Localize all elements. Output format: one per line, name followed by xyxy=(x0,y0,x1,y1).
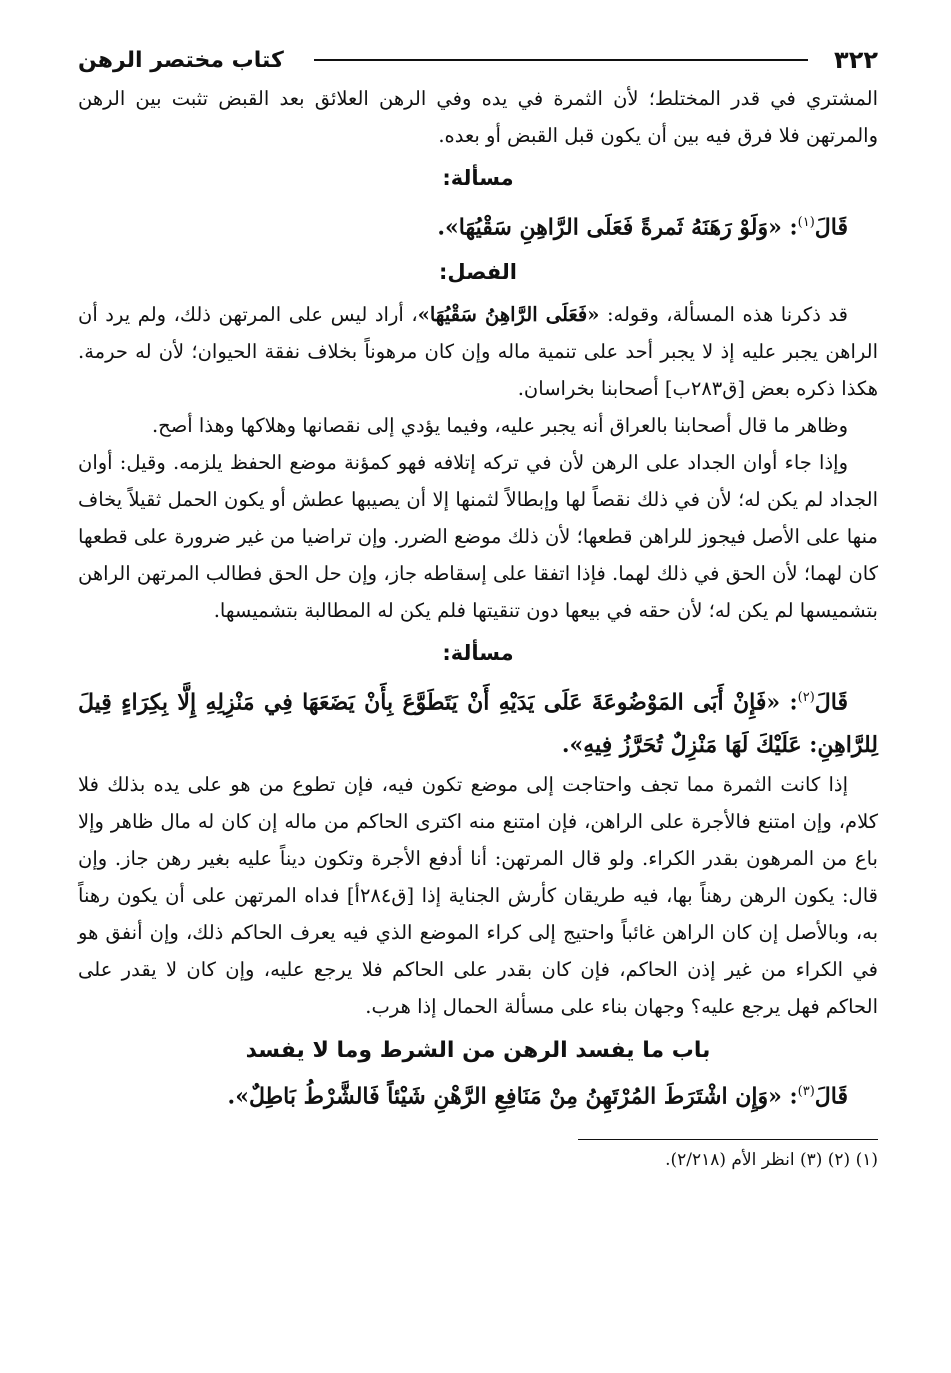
paragraph-4: وإذا جاء أوان الجداد على الرهن لأن في تركه إتلافه فهو كمؤنة موضع الحفظ يلزمه. وقيل: أوان الجداد لم يكن له؛ لأن في ذلك نقصاً لها وإبطالاً لثمنها إلا أن يصيبها عطش أو يكون الحمل ثقيلاً يخاف منها على الأصل فيجوز للراهن قطعها؛ لأن ذلك موضع الضرر. وإن تراضيا من غير ضرورة على قطعها كان لهما؛ لأن الحق في ذلك لهما. فإذا اتفقا على إسقاطه جاز، وإن حل الحق فطالب المرتهن الراهن بتشميسها لم يكن له؛ لأن حقه في بيعها دون تنقيتها فلم يكن له المطالبة بتشميسها. xyxy=(78,451,878,623)
footnote-rule xyxy=(578,1139,878,1140)
footnote-ref-1: (١) xyxy=(797,215,815,230)
footnote-ref-2: (٢) xyxy=(797,690,815,706)
document-page xyxy=(78,40,878,1176)
quote-qal-1 xyxy=(78,202,878,248)
quote-qal-3 xyxy=(78,1071,878,1117)
section-heading-fasl: الفصل: xyxy=(438,260,518,285)
header-rule xyxy=(314,59,808,61)
footnote-ref-3: (٣) xyxy=(797,1083,815,1099)
book-title: كتاب مختصر الرهن xyxy=(78,47,284,73)
page-number: ٣٢٢ xyxy=(834,46,878,74)
paragraph-2-end: ، أراد ليس على المرتهن ذلك، ولم يرد أن الراهن يجبر عليه إذ لا يجبر أحد على تنمية ماله وإن كان مرهوناً بخلاف نفقة الحيوان؛ لأن له حرمة. هكذا ذكره بعض [ق٢٨٣ب] أصحابنا بخراسان. xyxy=(78,303,878,401)
qal-text: : «وَإِن اشْتَرَطَ المُرْتَهِنُ مِنْ مَنَافِعِ الرَّهْنِ شَيْئاً فَالشَّرْطُ بَاطِلٌ». xyxy=(227,1082,798,1109)
paragraph-1: المشتري في قدر المختلط؛ لأن الثمرة في يده وفي الرهن العلائق بعد القبض تثبت بين الرهن والمرتهن فلا فرق فيه بين أن يكون قبل القبض أو بعده. xyxy=(78,87,878,147)
qal-text: : «فَإِنْ أَبَى المَوْضُوعَةَ عَلَى يَدَيْهِ أَنْ يَتَطَوَّعَ بِأَنْ يَضَعَهَا فِي مَنْزِلِهِ إِلَّا بِكِرَاءٍ قِيلَ لِلرَّاهِنِ: عَلَيْكَ لَهَا مَنْزِلٌ تُحَرَّزُ فِيهِ». xyxy=(78,689,878,758)
section-heading-masala-2: مسألة: xyxy=(442,641,514,666)
qal-prefix: قَالَ xyxy=(814,1082,848,1109)
footnote: (١) (٢) (٣) انظر الأم (٢/٢١٨). xyxy=(665,1149,878,1170)
paragraph-2-start: قد ذكرنا هذه المسألة، وقوله: xyxy=(599,303,848,327)
paragraph-5: إذا كانت الثمرة مما تجف واحتاجت إلى موضع تكون فيه، فإن تطوع من هو على يده بذلك فلا كلام، وإن امتنع فالأجرة على الراهن، فإن امتنع منه اكترى الحاكم من ماله إن كان له مال ظاهر وإلا باع من المرهون بقدر الكراء. ولو قال المرتهن: أنا أدفع الأجرة وتكون ديناً عليه بغير رهن جاز. وإن قال: يكون الرهن رهناً بها، فيه طريقان كأرش الجناية إذا [ق٢٨٤أ] فداه المرتهن على أن يكون رهناً به، وبالأصل إن كان الراهن غائباً واحتيج إلى كراء الموضع الذي فيه يعرف الحاكم ذلك، وإن أنفق هو في الكراء من غير إذن الحاكم، فإن كان بقدر على الحاكم فلا يرجع عليه، وإن كان لا يقدر على الحاكم فهل يرجع عليه؟ وجهان بناء على مسألة الحمال إذا هرب. xyxy=(78,772,878,1018)
paragraph-2 xyxy=(78,296,878,407)
quote-qal-2 xyxy=(78,677,878,765)
page-header xyxy=(78,40,878,80)
section-heading-masala-1: مسألة: xyxy=(442,166,514,190)
qal-text: : «وَلَوْ رَهَنَهُ ثَمرةً فَعَلَى الرَّاهِنِ سَقْيُهَا». xyxy=(437,214,798,241)
chapter-title: باب ما يفسد الرهن من الشرط وما لا يفسد xyxy=(245,1037,711,1063)
paragraph-2-quote: «فَعَلَى الرَّاهِنُ سَقْيُهَا» xyxy=(417,303,600,327)
qal-prefix: قَالَ xyxy=(814,214,848,241)
paragraph-3: وظاهر ما قال أصحابنا بالعراق أنه يجبر عليه، وفيما يؤدي إلى نقصانها وهلاكها وهذا أصح. xyxy=(151,414,848,438)
qal-prefix: قَالَ xyxy=(814,689,848,716)
